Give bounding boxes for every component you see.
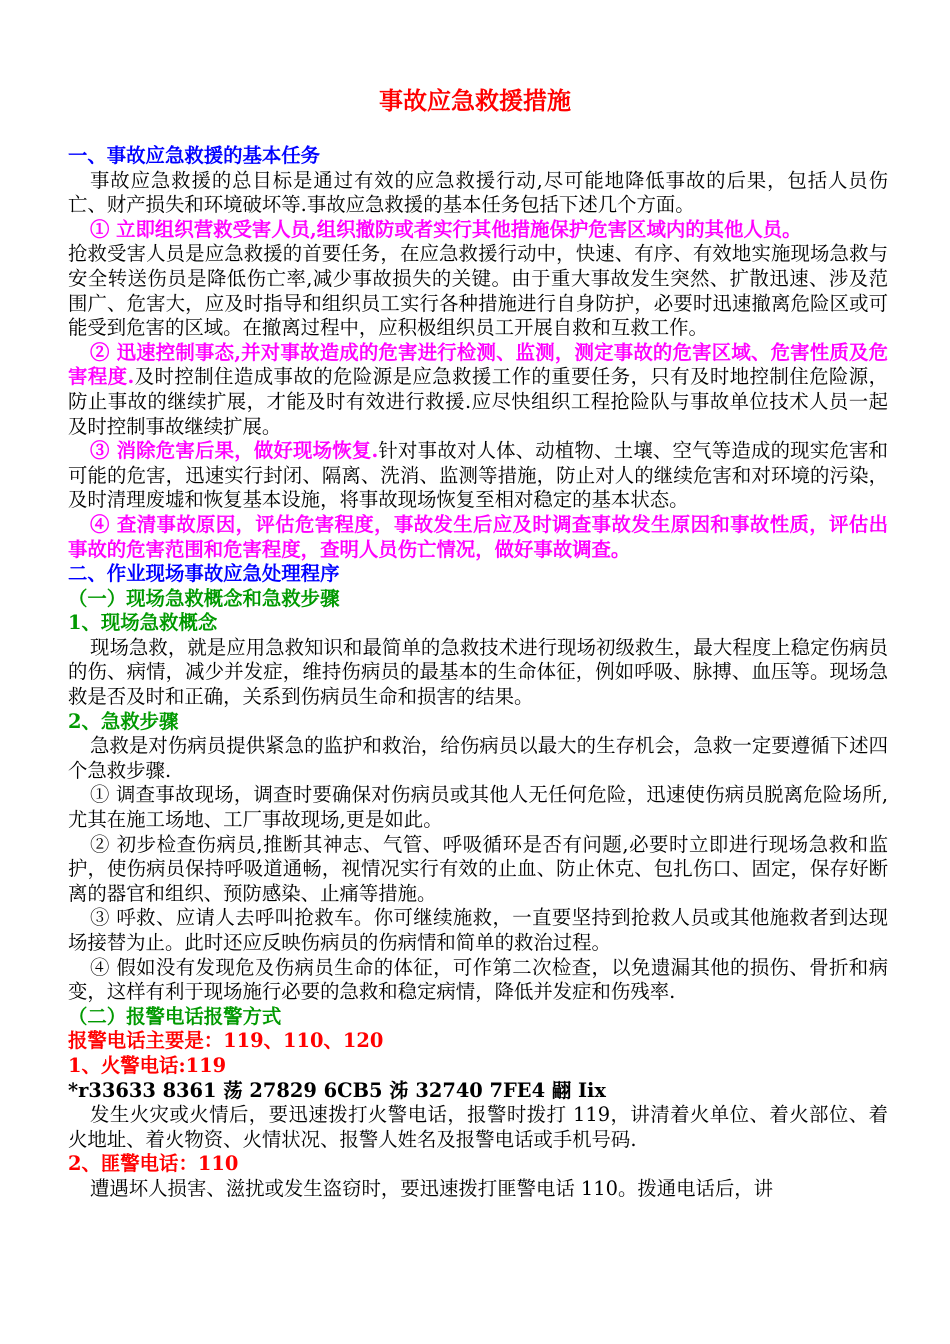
- document-title: 事故应急救援措施: [379, 86, 571, 115]
- alarm-numbers: 报警电话主要是：119、110、120: [68, 1029, 384, 1053]
- fire-alarm-body: 发生火灾或火情后，要迅速拨打火警电话，报警时拨打 119，讲清着火单位、着火部位、着火地址、着火物资、火情状况、报警人姓名及报警电话或手机号码.: [68, 1103, 888, 1151]
- fire-alarm-heading: 1、火警电话:119: [68, 1053, 227, 1077]
- subsection-1-1-heading: 1、现场急救概念: [68, 611, 218, 635]
- step-2: ② 初步检查伤病员,推断其神志、气管、呼吸循环是否有问题,必要时立即进行现场急救和监护，使伤病员保持呼吸道通畅，视情况实行有效的止血、防止休克、包扎伤口、固定，保存好断离的器官和组织、预防感染、止痛等措施。: [68, 832, 888, 905]
- task-1-body: 抢救受害人员是应急救援的首要任务，在应急救援行动中，快速、有序、有效地实施现场急救与安全转送伤员是降低伤亡率,减少事故损失的关键。由于重大事故发生突然、扩散迅速、涉及范围广、危害大，应及时指导和组织员工实行各种措施进行自身防护，必要时迅速撤离危险区或可能受到危害的区域。在撤离过程中，应积极组织员工开展自救和互救工作。: [68, 242, 888, 340]
- garbled-line: *r33633 8361 荡 27829 6CB5 泲 32740 7FE4 翤 Iix: [68, 1078, 606, 1102]
- task-2-paragraph: [68, 341, 888, 439]
- step-1: ① 调查事故现场，调查时要确保对伤病员或其他人无任何危险，迅速使伤病员脱离危险场所,尤其在施工场地、工厂事故现场,更是如此。: [68, 783, 888, 832]
- task-4-title: ④ 查清事故原因，评估危害程度，事故发生后应及时调查事故发生原因和事故性质，评估出事故的危害范围和危害程度，查明人员伤亡情况，做好事故调查。: [68, 512, 888, 561]
- task-2-title: ② 迅速控制事态,并对事故造成的危害进行检测、监测，测定事故的危害区域、危害性质及危害程度.: [68, 340, 888, 389]
- subsection-2-heading: （二）报警电话报警方式: [68, 1004, 282, 1028]
- subsection-1-2-body: 急救是对伤病员提供紧急的监护和救治，给伤病员以最大的生存机会，急救一定要遵循下述四个急救步骤.: [68, 734, 888, 782]
- section-1-intro: 事故应急救援的总目标是通过有效的应急救援行动,尽可能地降低事故的后果，包括人员伤亡、财产损失和环境破坏等.事故应急救援的基本任务包括下述几个方面。: [68, 168, 888, 217]
- subsection-1-2-heading: 2、急救步骤: [68, 709, 179, 733]
- section-1-heading: 一、事故应急救援的基本任务: [68, 144, 321, 167]
- task-3-body: 针对事故对人体、动植物、土壤、空气等造成的现实危害和可能的危害，迅速实行封闭、隔离、洗消、监测等措施，防止对人的继续危害和对环境的污染，及时清理废墟和恢复基本设施，将事故现场恢复至相对稳定的基本状态。: [68, 439, 888, 512]
- task-3-paragraph: [68, 439, 888, 513]
- subsection-1-heading: （一）现场急救概念和急救步骤: [68, 586, 340, 610]
- section-2-heading: 二、作业现场事故应急处理程序: [68, 562, 340, 586]
- step-4: ④ 假如没有发现危及伤病员生命的体征，可作第二次检查，以免遗漏其他的损伤、骨折和病变，这样有利于现场施行必要的急救和稳定病情，降低并发症和伤残率.: [68, 955, 888, 1004]
- task-3-title: ③ 消除危害后果，做好现场恢复.: [90, 439, 379, 463]
- police-alarm-heading: 2、匪警电话：110: [68, 1152, 239, 1176]
- document-body: [68, 144, 888, 1202]
- task-1-title: ① 立即组织营救受害人员,组织撤防或者实行其他措施保护危害区域内的其他人员。: [90, 217, 802, 241]
- subsection-1-1-body: 现场急救，就是应用急救知识和最简单的急救技术进行现场初级救生，最大程度上稳定伤病员的伤、病情，减少并发症，维持伤病员的最基本的生命体征，例如呼吸、脉搏、血压等。现场急救是否及时和正确，关系到伤病员生命和损害的结果。: [68, 635, 888, 709]
- step-3: ③ 呼救、应请人去呼叫抢救车。你可继续施救，一直要坚持到抢救人员或其他施救者到达现场接替为止。此时还应反映伤病员的伤病情和简单的救治过程。: [68, 906, 888, 954]
- task-2-body: 及时控制住造成事故的危险源是应急救援工作的重要任务，只有及时地控制住危险源，防止事故的继续扩展，才能及时有效进行救援.应尽快组织工程抢险队与事故单位技术人员一起及时控制事故继续扩展。: [68, 365, 888, 438]
- police-alarm-body: 遭遇坏人损害、滋扰或发生盗窃时，要迅速拨打匪警电话 110。拨通电话后，讲: [90, 1176, 774, 1200]
